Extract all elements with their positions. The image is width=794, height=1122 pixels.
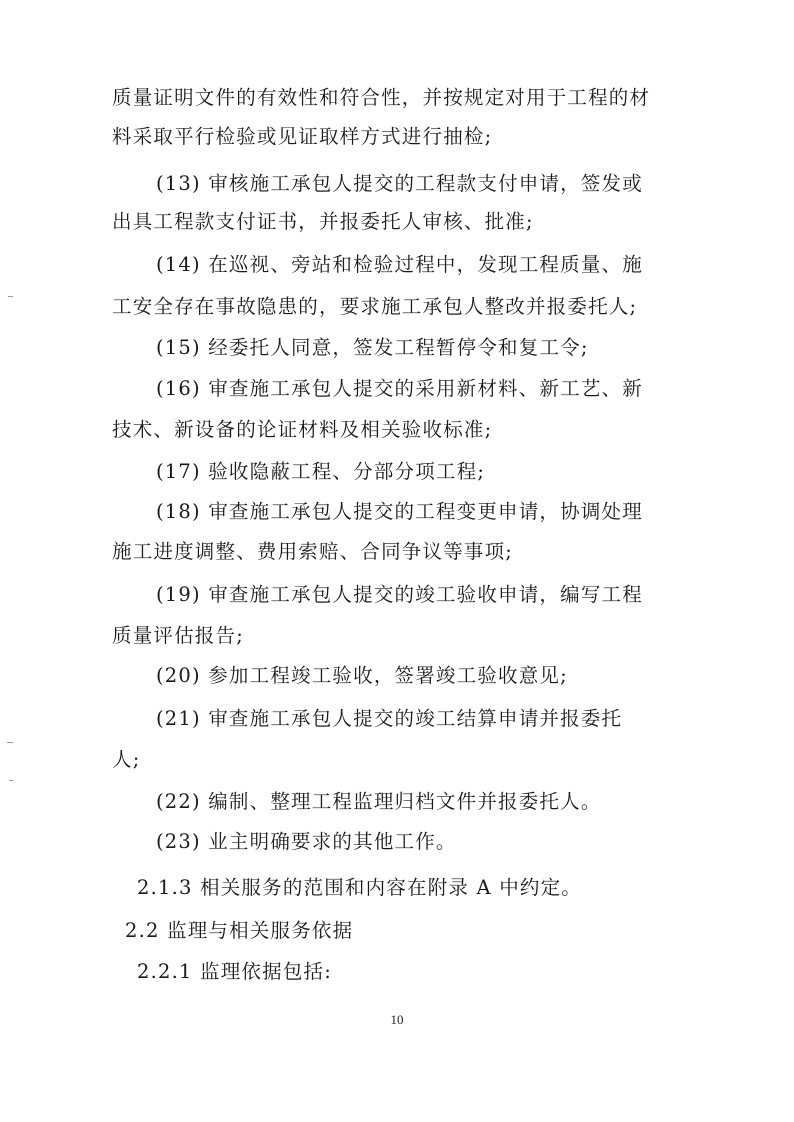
list-item-14-continued: 工安全存在事故隐患的，要求施工承包人整改并报委托人; [112,295,638,318]
clause-2-2-1: 2.2.1 监理依据包括: [137,960,332,983]
section-heading-2-2: 2.2 监理与相关服务依据 [125,919,354,942]
list-item-22: (22) 编制、整理工程监理归档文件并报委托人。 [156,790,602,813]
list-item-16: (16) 审查施工承包人提交的采用新材料、新工艺、新 [156,377,643,400]
list-item-15: (15) 经委托人同意，签发工程暂停令和复工令; [156,336,589,359]
clause-2-1-3: 2.1.3 相关服务的范围和内容在附录 A 中约定。 [137,876,582,899]
scan-speck [9,780,13,781]
list-item-19: (19) 审查施工承包人提交的竣工验收申请，编写工程 [156,583,643,606]
list-item-20: (20) 参加工程竣工验收，签署竣工验收意见; [156,664,568,687]
list-item-18: (18) 审查施工承包人提交的工程变更申请，协调处理 [156,500,643,523]
list-item-23: (23) 业主明确要求的其他工作。 [156,830,457,853]
list-item-19-continued: 质量评估报告; [112,624,244,647]
scan-speck [7,742,13,743]
list-item-13: (13) 审核施工承包人提交的工程款支付申请，签发或 [156,172,643,195]
list-item-14: (14) 在巡视、旁站和检验过程中，发现工程质量、施 [156,253,643,276]
scan-speck [8,296,13,297]
list-item-21: (21) 审查施工承包人提交的竣工结算申请并报委托 [156,707,623,730]
list-item-21-continued: 人; [112,748,141,771]
body-text-line: 质量证明文件的有效性和符合性，并按规定对用于工程的材 [112,86,651,109]
page-number: 10 [390,1012,404,1027]
list-item-13-continued: 出具工程款支付证书，并报委托人审核、批准; [112,210,534,233]
list-item-16-continued: 技术、新设备的论证材料及相关验收标准; [112,418,493,441]
list-item-18-continued: 施工进度调整、费用索赔、合同争议等事项; [112,540,514,563]
list-item-17: (17) 验收隐蔽工程、分部分项工程; [156,460,486,483]
body-text-line: 料采取平行检验或见证取样方式进行抽检; [112,125,493,148]
